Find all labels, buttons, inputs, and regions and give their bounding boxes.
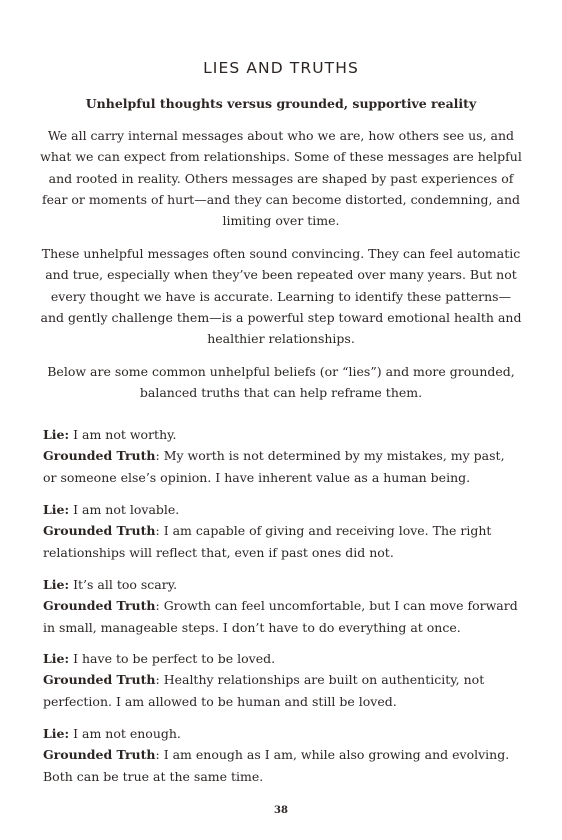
truth-label: Grounded Truth <box>43 523 156 539</box>
lie-line <box>43 499 518 520</box>
intro-paragraph: These unhelpful messages often sound convincing. They can feel automatic and true, especially when they’ve been repeated over many years. But not every thought we have is accurate. Learning to identify these patterns—and gently challenge them—is a powerful step toward emotional health and healthier relationships. <box>40 246 522 347</box>
lie-text: I have to be perfect to be loved. <box>73 651 276 666</box>
lie-label: Lie: <box>43 651 70 666</box>
lie-label: Lie: <box>43 502 70 517</box>
truth-text: Growth can feel uncomfortable, but I can move forward in small, manageable steps. I don’t have to do everything at once. <box>43 598 518 635</box>
lie-truth-pair <box>43 723 518 787</box>
lie-line <box>43 424 518 445</box>
truth-line: Grounded Truth: I am enough as I am, while also growing and evolving. Both can be true at the same time. <box>43 747 510 784</box>
truth-line: Grounded Truth: I am capable of giving and receiving love. The right relationships will reflect that, even if past ones did not. <box>43 523 492 560</box>
lie-label: Lie: <box>43 577 70 592</box>
truth-label: Grounded Truth <box>43 448 156 464</box>
lie-line <box>43 574 518 595</box>
truth-line: Grounded Truth: Growth can feel uncomfortable, but I can move forward in small, manageable steps. I don’t have to do everything at once. <box>43 598 518 635</box>
truth-line: Grounded Truth: My worth is not determined by my mistakes, my past, or someone else’s opinion. I have inherent value as a human being. <box>43 448 505 485</box>
truth-text: My worth is not determined by my mistakes, my past, or someone else’s opinion. I have inherent value as a human being. <box>43 448 505 485</box>
page-title: LIES AND TRUTHS <box>203 59 359 77</box>
page-subtitle: Unhelpful thoughts versus grounded, supportive reality <box>85 96 477 111</box>
page-number: 38 <box>274 805 288 816</box>
truth-label: Grounded Truth <box>43 672 156 688</box>
lie-label: Lie: <box>43 726 70 741</box>
lie-text: I am not lovable. <box>73 502 180 517</box>
intro-paragraph: We all carry internal messages about who we are, how others see us, and what we can expect from relationships. Some of these messages are helpful and rooted in reality. Others messages are shaped by past experiences of fear or moments of hurt—and they can become distorted, condemning, and limiting over time. <box>40 128 522 229</box>
intro-paragraph: Below are some common unhelpful beliefs (or “lies”) and more grounded, balanced truths that can help reframe them. <box>47 364 515 401</box>
lie-text: It’s all too scary. <box>73 577 178 592</box>
lie-line <box>43 648 518 669</box>
truth-text: I am enough as I am, while also growing and evolving. Both can be true at the same time. <box>43 747 510 784</box>
truth-label: Grounded Truth <box>43 747 156 763</box>
lie-line <box>43 723 518 744</box>
lie-truth-pair <box>43 648 518 712</box>
lie-truth-pair <box>43 424 518 488</box>
lie-truth-pair <box>43 499 518 563</box>
lie-text: I am not worthy. <box>73 427 177 442</box>
truth-label: Grounded Truth <box>43 598 156 614</box>
truth-line: Grounded Truth: Healthy relationships are built on authenticity, not perfection. I am allowed to be human and still be loved. <box>43 672 485 709</box>
truth-text: I am capable of giving and receiving love. The right relationships will reflect that, even if past ones did not. <box>43 523 492 560</box>
lie-text: I am not enough. <box>73 726 181 741</box>
lie-truth-pair <box>43 574 518 638</box>
lie-label: Lie: <box>43 427 70 442</box>
truth-text: Healthy relationships are built on authenticity, not perfection. I am allowed to be human and still be loved. <box>43 672 485 709</box>
